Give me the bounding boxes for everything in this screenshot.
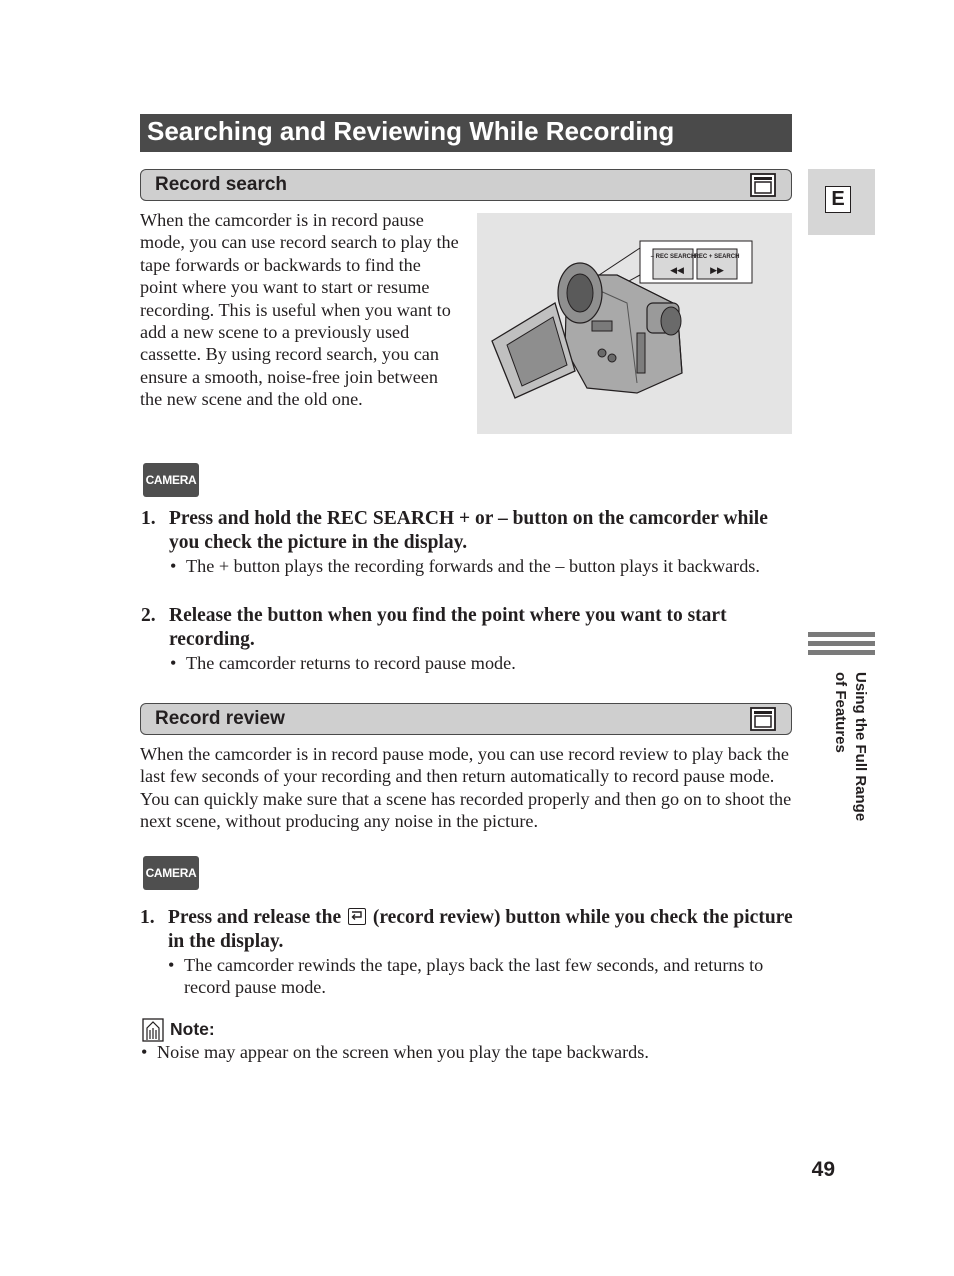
- svg-text:◀◀: ◀◀: [670, 266, 684, 276]
- record-search-heading: Record search: [155, 174, 288, 195]
- step-number: 1.: [141, 508, 156, 529]
- cassette-icon: [750, 707, 776, 731]
- step-instruction: Press and hold the REC SEARCH + or – button on the camcorder while you check the picture in the display.: [169, 508, 768, 553]
- section-side-label: Using the Full Range of Features: [832, 672, 869, 822]
- language-tab: [808, 169, 875, 235]
- record-review-icon: [348, 908, 366, 925]
- page-number: 49: [811, 1158, 835, 1181]
- record-review-header: [140, 703, 792, 735]
- step-instruction: [168, 906, 800, 954]
- section-stripes: [808, 632, 875, 659]
- step-text-after-icon: (record review) button while you check the picture in the display.: [168, 907, 793, 952]
- record-search-header: [140, 169, 792, 201]
- step-instruction: Release the button when you find the point where you want to start recording.: [169, 605, 727, 650]
- step-bullet: • The + button plays the recording forwards and the – button plays it backwards.: [170, 555, 800, 577]
- record-review-heading: Record review: [155, 708, 285, 729]
- step-text-before-icon: Press and release the: [168, 907, 342, 928]
- step-number: 2.: [141, 605, 156, 626]
- record-review-step-1: [140, 906, 800, 998]
- record-search-step-2: [140, 604, 800, 674]
- record-search-step-1: [140, 507, 800, 577]
- step-number: 1.: [140, 907, 155, 928]
- camcorder-figure: [477, 213, 792, 434]
- record-review-intro: When the camcorder is in record pause mode, you can use record review to play back the last few seconds of your recording and then return automatically to record pause mode. You can quickly make sure that a scene has recorded properly and then go on to shoot the next scene, without producing any noise in the picture.: [140, 744, 792, 832]
- camcorder-illustration: [477, 213, 792, 434]
- page-title-bar: [140, 114, 792, 152]
- record-search-intro: When the camcorder is in record pause mode, you can use record search to play the tape forwards or backwards to find the point where you want to start or resume recording. This is useful when you want to add a new scene to a previously used cassette. By using record search, you can ensure a smooth, noise-free join between the new scene and the old one.: [140, 210, 459, 410]
- svg-text:▶▶: ▶▶: [710, 266, 724, 276]
- note-icon: [142, 1018, 164, 1042]
- camera-mode-badge: CAMERA: [143, 856, 199, 890]
- rec-search-minus-label: – REC SEARCH: [650, 254, 696, 260]
- step-bullet: • The camcorder rewinds the tape, plays back the last few seconds, and returns to record pause mode.: [168, 954, 800, 998]
- step-bullet: • The camcorder returns to record pause mode.: [170, 652, 800, 674]
- note-label: Note:: [170, 1019, 215, 1039]
- page-title: Searching and Reviewing While Recording: [147, 116, 675, 146]
- language-letter: E: [825, 186, 851, 213]
- rec-search-plus-label: REC + SEARCH: [694, 254, 740, 260]
- note-text: • Noise may appear on the screen when you play the tape backwards.: [140, 1041, 817, 1063]
- cassette-icon: [750, 173, 776, 197]
- camera-mode-badge: CAMERA: [143, 463, 199, 497]
